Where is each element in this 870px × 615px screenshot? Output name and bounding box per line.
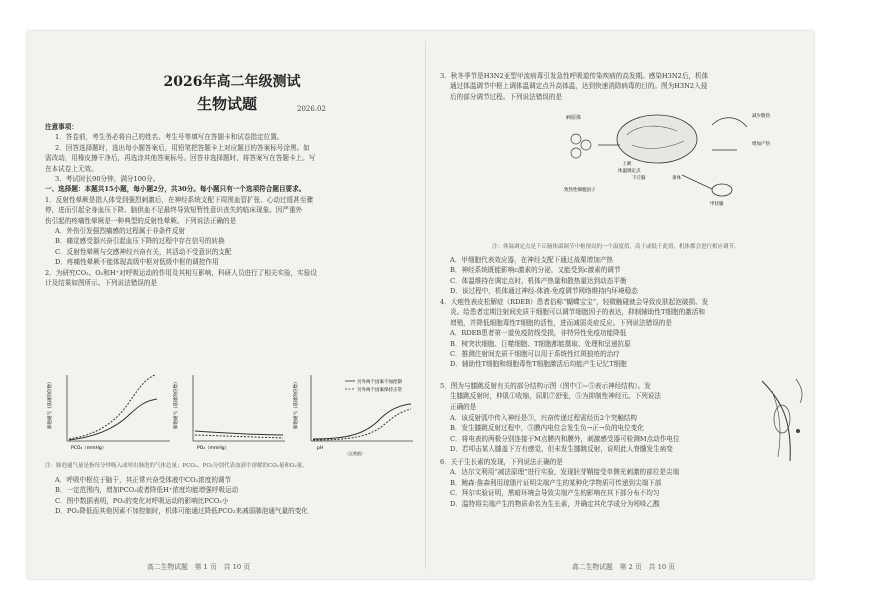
question-6-text: 6．关于生长素的发现，下列说法正确的是 bbox=[440, 458, 563, 466]
option: C．图中数据表明，PO₂的变化对呼吸运动的影响比PCO₂小 bbox=[55, 496, 229, 505]
chart-xlabel: pH bbox=[317, 446, 324, 451]
option: D．疼痛性晕厥不能体现高级中枢对低级中枢的调控作用 bbox=[55, 258, 219, 267]
question-6 bbox=[440, 457, 810, 509]
question-5-text: 5．图为与膝跳反射有关的部分结构示图（图中①~⑤表示神经结构）。发 bbox=[440, 382, 651, 390]
option: A．外伤引发强烈痛感的过程属于非条件反射 bbox=[55, 227, 186, 236]
subject-title: 生物试题 bbox=[196, 95, 257, 113]
chart-pco2 bbox=[46, 375, 170, 451]
option: A．该反射弧中传入神经是③，兴奋传递过程需经历2个突触结构 bbox=[450, 414, 637, 422]
fig-label: 上调 bbox=[622, 162, 631, 167]
option: B．鲍森·詹森利用琼脂片证明尖端产生的某种化学物质可传递到尖端下部 bbox=[450, 478, 662, 487]
notice-line: 需改动，用橡皮擦干净后，再选涂其他答案标号。回答非选择题时，将答案写在答题卡上。写 bbox=[45, 154, 316, 163]
option: B．神经系统既能影响c激素的分泌，又能受到c激素的调节 bbox=[450, 266, 621, 275]
option: D．PO₂降低而其他因素不加控制时，机体可能通过降低PCO₂来减弱肺泡通气量的变化 bbox=[55, 507, 308, 516]
page-divider bbox=[425, 41, 426, 569]
chart-ph bbox=[292, 375, 413, 456]
notice-line: 1．答卷前，考生务必将自己的姓名、考生号等填写在答题卡和试卷指定位置。 bbox=[55, 133, 284, 142]
question-1-text: 伤引起的疼痛性晕厥是一种典型的反射性晕厥。下列说法正确的是 bbox=[45, 216, 237, 225]
notice-heading: 注意事项： bbox=[45, 123, 78, 131]
chart-ylabel: 肺泡通气（基础的倍数） bbox=[294, 379, 299, 429]
section-heading: 一、选择题：本题共15小题，每小题2分，共30分。每小题只有一个选项符合题目要求。 bbox=[45, 185, 306, 194]
page-2 bbox=[432, 31, 814, 579]
notice-line: 3．考试时长90分钟，满分100分。 bbox=[55, 175, 160, 184]
option: B．发生膝跳反射过程中，⑤膜内电位会发生负→正→负的电位变化 bbox=[450, 424, 644, 433]
question-5-text: 生膝跳反射时，伸肌①收缩，屈肌⑦舒张，⑤为抑制性神经元。下列说法 bbox=[450, 392, 661, 401]
exam-title: 2026年高二年级测试 bbox=[163, 74, 301, 90]
chart-xlabel: PO₂（mmHg） bbox=[197, 446, 230, 451]
fig-label: 下丘脑 bbox=[632, 176, 646, 181]
chart-footnote: 注：肺泡通气量是指每分钟吸入或呼出肺泡的气体总量；PCO₂、PO₂分别代表血液中溶解的CO₂量和O₂量。 bbox=[45, 463, 308, 469]
option: B．痛觉感受器兴奋引起血压下降的过程中存在信号的转换 bbox=[55, 237, 225, 246]
option: A．甲细胞代表效应器，在神经支配下通过战栗增加产热 bbox=[450, 256, 614, 264]
option: C．拜尔实验证明，黑暗环境会导致尖端产生的影响在其下部分布不均匀 bbox=[450, 489, 660, 498]
legend-dashed: 另外两个因素保持正常 bbox=[357, 388, 402, 393]
question-3-text: 通过体温调节中枢上调体温调定点升高体温，达到快速消除病毒的目的。图为H3N2入侵 bbox=[450, 82, 708, 91]
fig-label: 增加产热 bbox=[752, 142, 770, 147]
option: C．反射性晕厥与交感神经兴奋有关，其活动不受意识的支配 bbox=[55, 247, 232, 256]
question-2-text: 计及结果如图所示。下列说法错误的是 bbox=[45, 279, 158, 288]
fig-label: 甲状腺 bbox=[710, 202, 724, 207]
legend-solid: 另外两个因素不加控制 bbox=[357, 380, 402, 385]
option: C．推测注射间充质干细胞可以用于系统性红斑狼疮的治疗 bbox=[450, 350, 620, 359]
question-2-text: 2．为研究CO₂、O₂和H⁺对呼吸运动的作用及其相互影响，科研人员进行了相关实验，实验设 bbox=[45, 268, 317, 277]
option: D．该过程中，机体通过神经-体液-免疫调节网络维持内环境稳态 bbox=[450, 287, 638, 296]
fig-label: 病原体 bbox=[566, 115, 582, 121]
chart-xlabel: PCO₂（mmHg） bbox=[71, 446, 107, 451]
question-4-text: 4．大疱性表皮松解症（RDEB）患者俗称“蝴蝶宝宝”，轻微触碰就会导致皮肤起泡破损、发 bbox=[440, 298, 709, 306]
option: A．呼吸中枢位于脑干，其正常兴奋受体液中CO₂浓度的调节 bbox=[55, 476, 232, 484]
fig-label: 垂体 bbox=[672, 176, 681, 181]
exam-sheet bbox=[27, 31, 814, 579]
question-5 bbox=[440, 381, 740, 412]
question-5-text: 正确的是 bbox=[450, 402, 477, 411]
option: B．一定范围内，增加PCO₂或者降低H⁺浓度均能增强呼吸运动 bbox=[55, 486, 239, 495]
notice-line: 2．回答选择题时，选出每小题答案后，用铅笔把答题卡上对应题目的答案标号涂黑。如 bbox=[55, 143, 310, 152]
option: A．达尔文利用“减法原理”进行实验，发现胚芽鞘接受单侧光刺激的部位是尖端 bbox=[450, 468, 680, 477]
fig-label: 减少散热 bbox=[752, 114, 770, 119]
exam-date: 2026.02 bbox=[297, 105, 326, 113]
notice-line: 在本试卷上无效。 bbox=[45, 164, 98, 173]
fig-label: 体温调定点 bbox=[618, 169, 641, 174]
fig-label: 致热性细胞因子 bbox=[564, 188, 596, 193]
option: B．树突状细胞、巨噬细胞、T细胞都能摄取、处理和呈递抗原 bbox=[450, 339, 631, 348]
page-footer: 高二生物试题 第 2 页 共 10 页 bbox=[572, 563, 676, 571]
question-1-text: 停，进而引起全身血压下降、脑供血不足最终导致短暂性意识丧失的临床现象。因严重外 bbox=[45, 206, 303, 215]
respiration-charts bbox=[45, 369, 417, 457]
option: C．体温维持在调定点时，机体产热量和散热量达到动态平衡 bbox=[450, 276, 627, 285]
option: D．辅助性T细胞和细胞毒性T细胞激活后均能产生记忆T细胞 bbox=[450, 360, 627, 369]
question-3 bbox=[440, 71, 810, 102]
option: D．若叩击某人膝盖下方有感觉，但未发生膝跳反射，说明此人脊髓发生病变 bbox=[450, 445, 673, 454]
chart-normal-note: （正常值） bbox=[345, 451, 365, 456]
chart-ylabel: 肺泡通气（基础的倍数） bbox=[48, 379, 53, 429]
question-3-text: 后的部分调节过程。下列说法错误的是 bbox=[450, 92, 563, 101]
question-4-text: 增殖，并降低细胞毒性T细胞的活性，进而减弱炎症反应。下列说法错误的是 bbox=[450, 318, 672, 327]
question-4-text: 炎。给患者定期注射间充质干细胞可以调节细胞因子的表达，抑制辅助性T细胞的激活和 bbox=[450, 308, 705, 317]
figure-3-note: 注：体温调定点是下丘脑体温调节中枢预设的一个温度值，高于或低于此值，机体都会进行相应调节。 bbox=[492, 244, 740, 250]
question-2-options bbox=[55, 475, 417, 517]
option: A．RDEB患者第一道免疫防线受损，非特异性免疫功能降低 bbox=[450, 329, 627, 338]
option: D．温特将尖端产生的物质命名为生长素，并确定其化学成分为吲哚乙酸 bbox=[450, 499, 660, 508]
question-3-options bbox=[450, 255, 810, 297]
chart-po2 bbox=[172, 375, 285, 451]
question-4 bbox=[440, 297, 810, 370]
page-footer: 高二生物试题 第 1 页 共 10 页 bbox=[147, 563, 251, 571]
page-1 bbox=[27, 31, 422, 579]
question-3-text: 3．秋冬季节是H3N2亚型甲流病毒引发急性呼吸道传染疾病的高发期。感染H3N2后，机体 bbox=[440, 72, 709, 80]
option: C．将电表的两极分别连接于M点膜内和膜外，刺激感受器可检测M点动作电位 bbox=[450, 434, 680, 443]
question-5-options bbox=[450, 413, 810, 455]
question-1-text: 1．反射性晕厥是指人体受到强烈刺激后，在神经系统支配下周围血管扩张、心动过缓甚至骤 bbox=[45, 195, 313, 204]
thermoregulation-figure bbox=[562, 105, 792, 215]
chart-ylabel: 肺泡通气（基础的倍数） bbox=[174, 379, 179, 429]
notice-block bbox=[45, 122, 417, 289]
